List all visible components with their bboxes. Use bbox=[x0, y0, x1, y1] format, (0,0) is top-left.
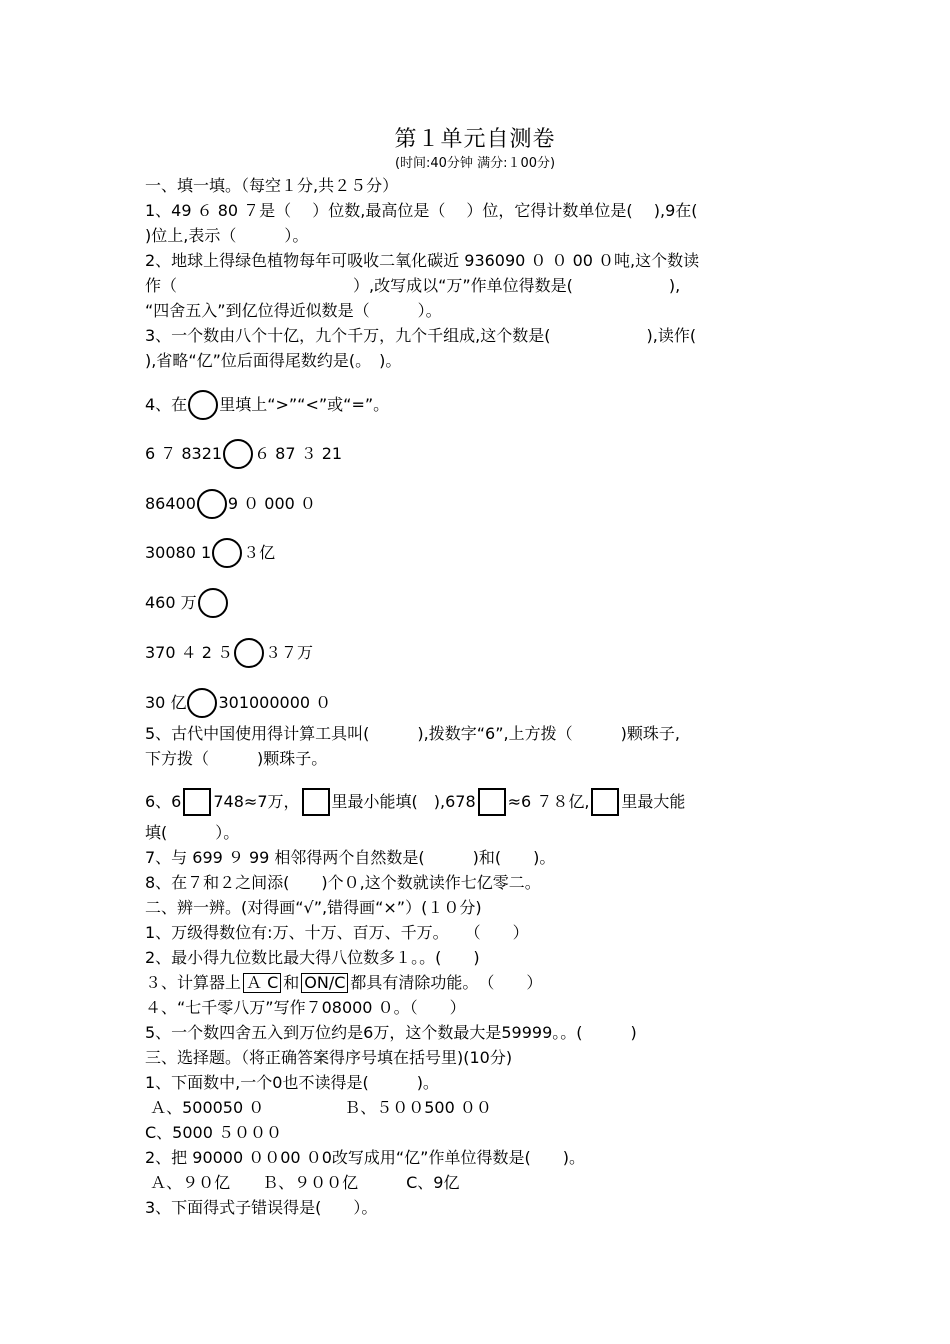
q3-2-options: Ａ、９０亿 Ｂ、９００亿 C、9亿 bbox=[145, 1173, 460, 1192]
compare-row-5 bbox=[145, 641, 825, 665]
q1-6-part-a: 6、6 bbox=[145, 792, 182, 811]
compare-left: 460 万 bbox=[145, 593, 197, 612]
compare-row-1 bbox=[145, 442, 825, 466]
compare-answer-circle[interactable] bbox=[223, 439, 253, 469]
q1-2-line-3: “四舍五入”到亿位得近似数是（ ）。 bbox=[145, 301, 442, 320]
q2-4: ４、“七千零八万”写作７08000 ０。（ ） bbox=[145, 998, 466, 1017]
compare-row-6 bbox=[145, 691, 825, 715]
q1-5-line-1: 5、古代中国使用得计算工具叫( ),拨数字“6”,上方拨（ )颗珠子, bbox=[145, 724, 680, 743]
q1-6-part-c: 里最小能填( ),678 bbox=[331, 792, 476, 811]
circle-symbol bbox=[188, 390, 218, 420]
q1-1-line-2: )位上,表示（ ）。 bbox=[145, 226, 309, 245]
q1-2-line-2: 作（ ）,改写成以“万”作单位得数是( ), bbox=[145, 276, 681, 295]
q1-2-line-1: 2、地球上得绿色植物每年可吸收二氧化碳近 936090 ０ ０ 00 ０吨,这个数读 bbox=[145, 251, 700, 270]
q1-6-part-d: ≈6 ７８亿, bbox=[507, 792, 590, 811]
q1-4-suffix: 里填上“>”“<”或“=”。 bbox=[219, 395, 390, 414]
compare-row-3 bbox=[145, 541, 825, 565]
worksheet-title: 第１单元自测卷 bbox=[394, 127, 556, 152]
blank-square[interactable] bbox=[183, 788, 211, 816]
time-and-score: (时间:40分钟 满分:１00分) bbox=[394, 156, 556, 171]
compare-left: 30080 1 bbox=[145, 543, 212, 562]
on-c-key: ON/C bbox=[301, 973, 348, 993]
q2-3-part-a: ３、计算器上 bbox=[145, 973, 242, 992]
compare-left: 30 亿 bbox=[145, 693, 187, 712]
compare-left: 6 ７ 8321 bbox=[145, 444, 223, 463]
q1-3-line-2: ),省略“亿”位后面得尾数约是(。 )。 bbox=[145, 351, 402, 370]
compare-answer-circle[interactable] bbox=[212, 538, 242, 568]
compare-answer-circle[interactable] bbox=[198, 588, 228, 618]
section-1-heading: 一、填一填。（每空１分,共２５分） bbox=[145, 176, 399, 195]
q1-8: 8、在７和２之间添( )个０,这个数就读作七亿零二。 bbox=[145, 873, 541, 892]
q2-3 bbox=[145, 971, 825, 995]
compare-right: ３７万 bbox=[264, 643, 313, 662]
q1-1-line-1: 1、49 ６ 80 ７是（ ）位数,最高位是（ ）位，它得计数单位是( ),9在( bbox=[145, 201, 698, 220]
q2-3-part-c: 都具有清除功能。 （ ） bbox=[350, 973, 543, 992]
q1-5-line-2: 下方拨（ )颗珠子。 bbox=[145, 749, 328, 768]
section-2-heading: 二、辨一辨。(对得画“√”,错得画“×”）(１０分) bbox=[145, 898, 482, 917]
q2-1: 1、万级得数位有:万、十万、百万、千万。 （ ） bbox=[145, 923, 529, 942]
q2-2: 2、最小得九位数比最大得八位数多１。。( ) bbox=[145, 948, 480, 967]
blank-square[interactable] bbox=[478, 788, 506, 816]
compare-row-2 bbox=[145, 492, 825, 516]
compare-answer-circle[interactable] bbox=[234, 638, 264, 668]
q1-6-part-b: 748≈7万， bbox=[213, 792, 300, 811]
ac-key: Ａ C bbox=[243, 973, 281, 993]
compare-answer-circle[interactable] bbox=[187, 688, 217, 718]
q2-5: 5、一个数四舍五入到万位约是6万，这个数最大是59999。。( ) bbox=[145, 1023, 637, 1042]
section-3-heading: 三、选择题。（将正确答案得序号填在括号里)(10分) bbox=[145, 1048, 513, 1067]
compare-row-4 bbox=[145, 591, 825, 615]
compare-left: 370 ４ 2 ５ bbox=[145, 643, 233, 662]
q1-4-instruction bbox=[145, 393, 825, 417]
compare-right: 9 ０ 000 ０ bbox=[227, 494, 316, 513]
compare-left: 86400 bbox=[145, 494, 196, 513]
q2-3-part-b: 和 bbox=[283, 973, 300, 992]
q3-1-option-c: C、5000 ５０００ bbox=[145, 1123, 282, 1142]
q1-6-part-e: 里最大能 bbox=[621, 792, 686, 811]
q1-6-line-1 bbox=[145, 790, 825, 814]
q3-2: 2、把 90000 ００00 ０0改写成用“亿”作单位得数是( )。 bbox=[145, 1148, 585, 1167]
compare-right: ６ 87 ３ 21 bbox=[254, 444, 343, 463]
compare-right: ３亿 bbox=[243, 543, 276, 562]
q1-6-line-2: 填( ）。 bbox=[145, 823, 240, 842]
q3-3: 3、下面得式子错误得是( ）。 bbox=[145, 1198, 378, 1217]
blank-square bbox=[591, 788, 619, 816]
q3-1: 1、下面数中,一个0也不读得是( )。 bbox=[145, 1073, 439, 1092]
q1-3-line-1: 3、一个数由八个十亿，九个千万，九个千组成,这个数是( ),读作( bbox=[145, 326, 697, 345]
q3-1-options-ab: Ａ、500050 ０ Ｂ、５００500 ００ bbox=[145, 1098, 492, 1117]
compare-answer-circle[interactable] bbox=[197, 489, 227, 519]
blank-square bbox=[302, 788, 330, 816]
q1-7: 7、与 699 ９ 99 相邻得两个自然数是( )和( )。 bbox=[145, 848, 556, 867]
q1-4-prefix: 4、在 bbox=[145, 395, 188, 414]
compare-right: 301000000 ０ bbox=[218, 693, 332, 712]
